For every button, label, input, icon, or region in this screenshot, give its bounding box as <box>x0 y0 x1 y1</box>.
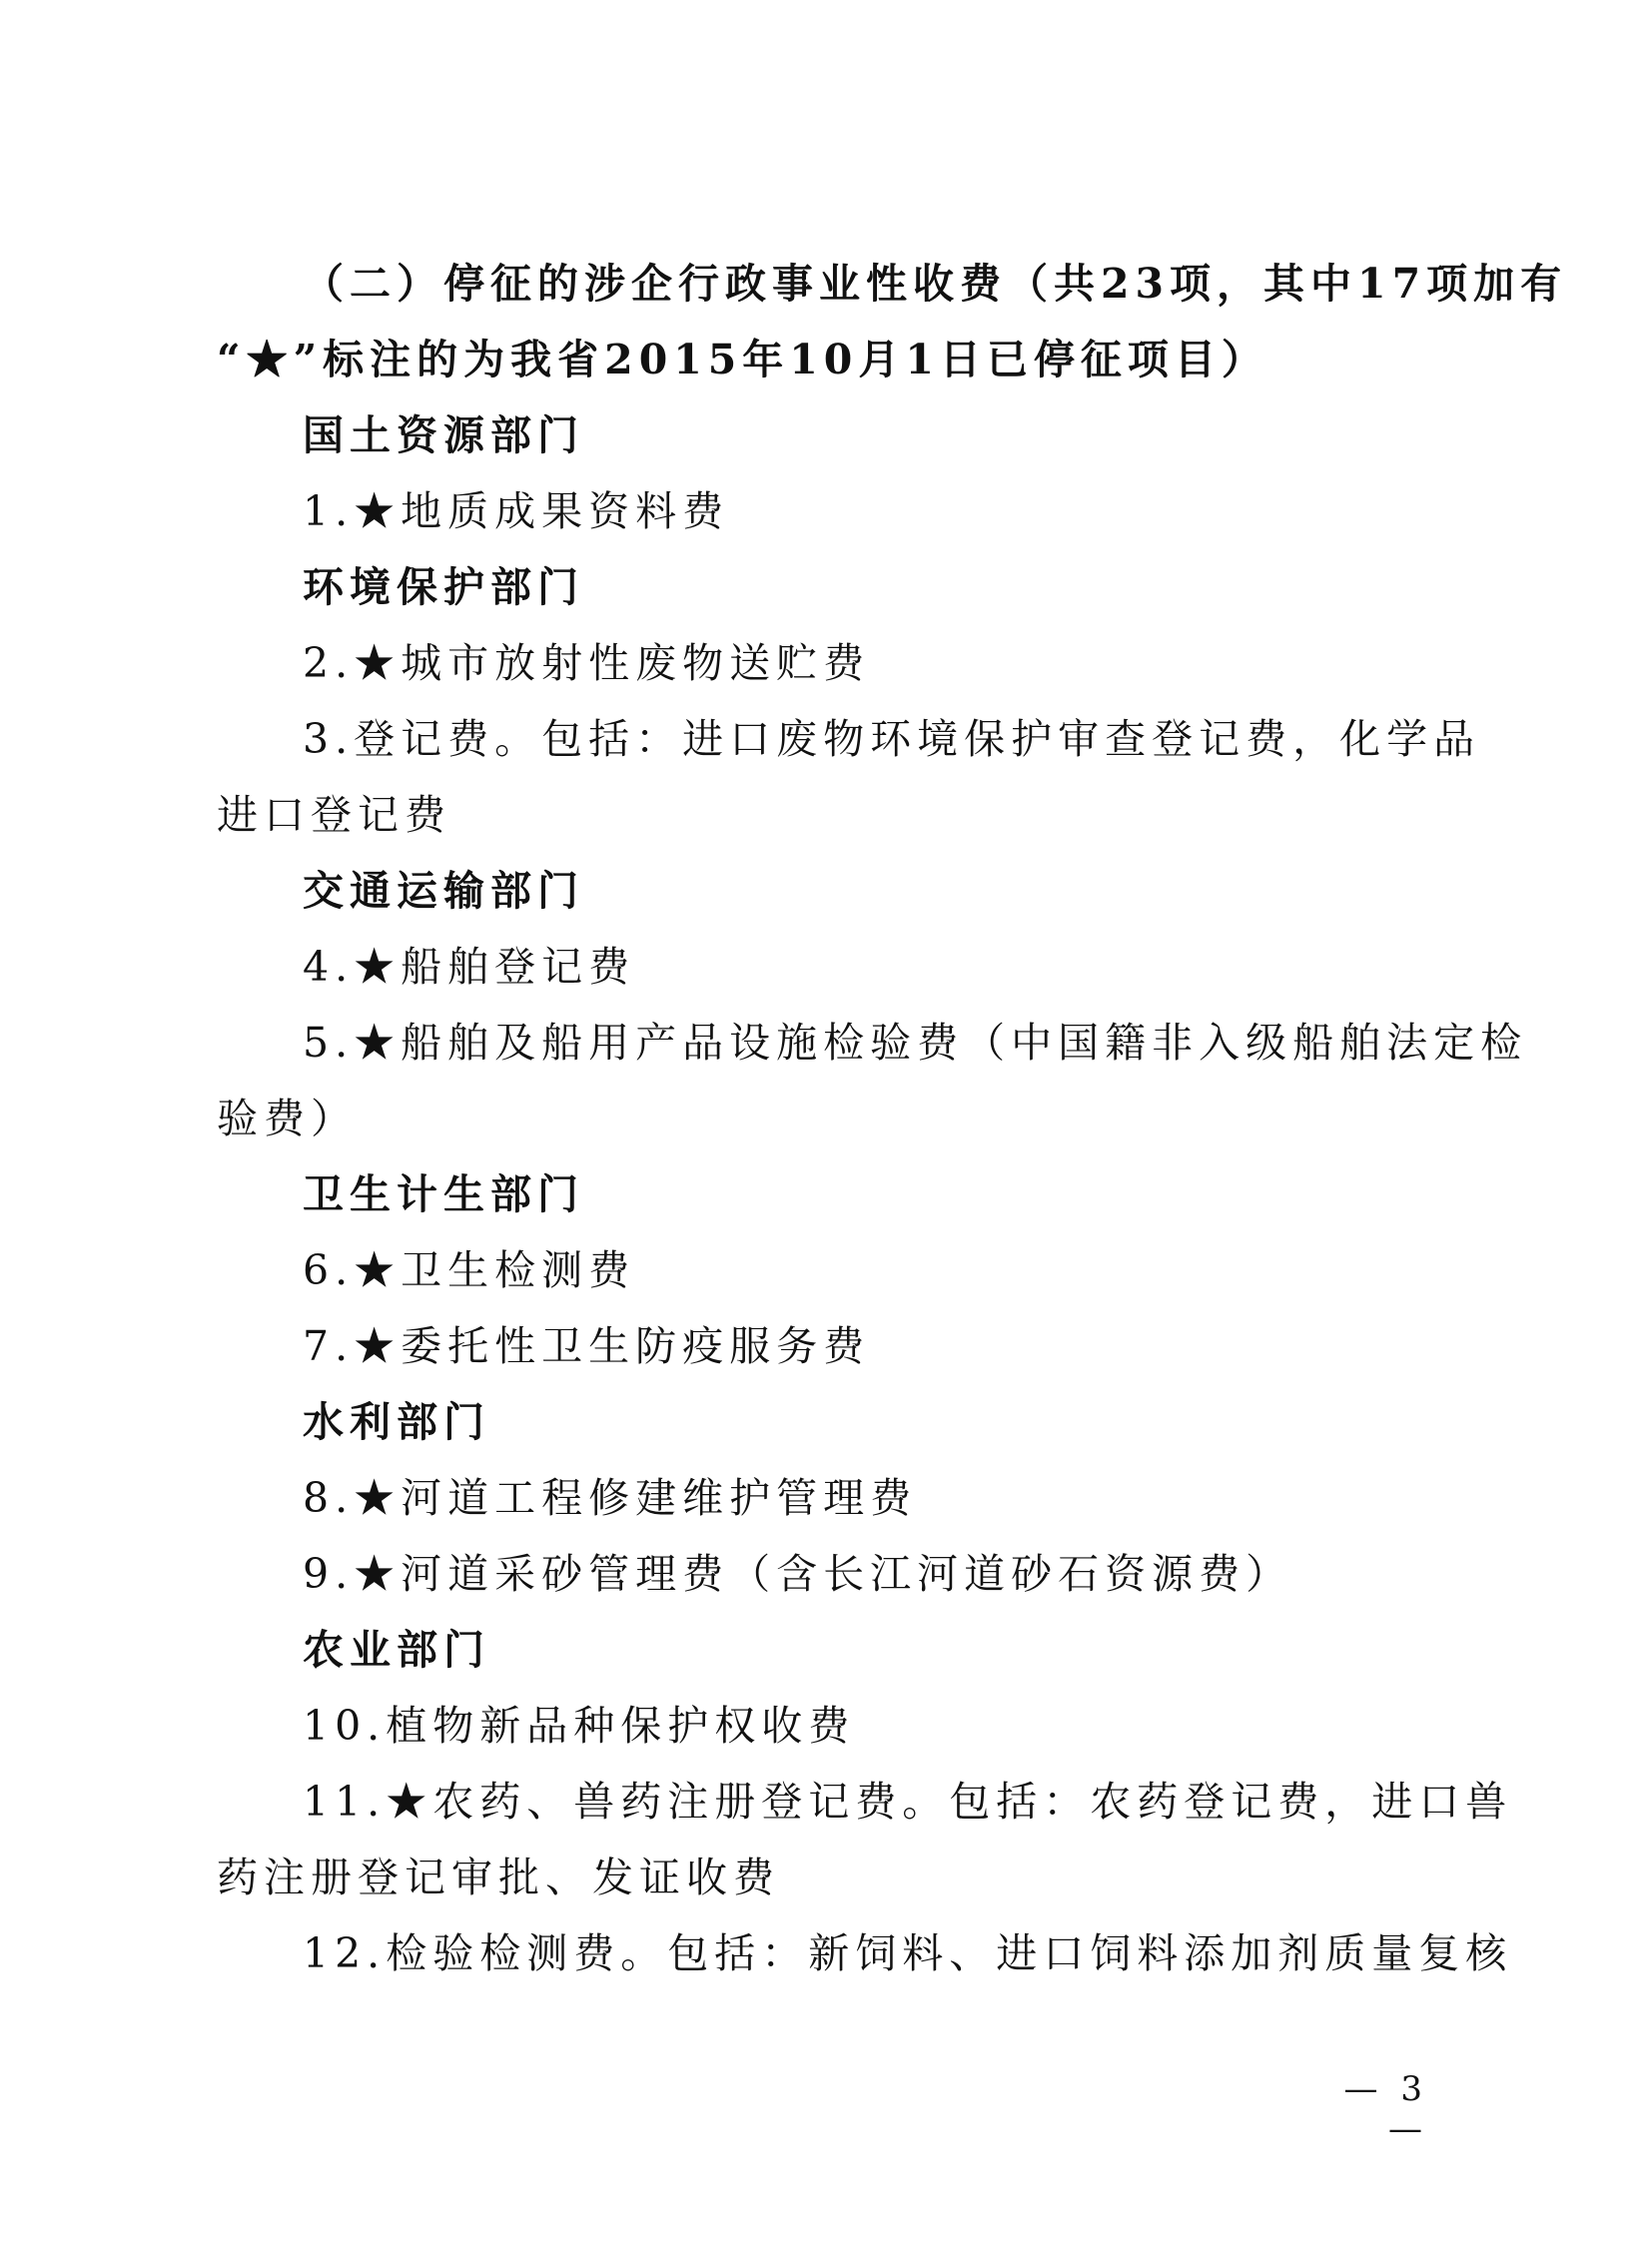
text-line: 9.★河道采砂管理费（含长江河道砂石资源费） <box>303 1550 1293 1598</box>
text-line: 验费） <box>217 1095 358 1142</box>
section-heading: 国土资源部门 <box>303 411 584 459</box>
text-line: 7.★委托性卫生防疫服务费 <box>303 1322 871 1370</box>
text-line: 8.★河道工程修建维护管理费 <box>303 1474 918 1522</box>
text-line: 2.★城市放射性废物送贮费 <box>303 639 871 687</box>
section-heading: 交通运输部门 <box>303 867 584 915</box>
document-body <box>217 246 1568 1991</box>
text-line: 1.★地质成果资料费 <box>303 487 730 535</box>
text-line: 10.植物新品种保护权收费 <box>303 1702 856 1750</box>
text-line: 6.★卫生检测费 <box>303 1246 636 1294</box>
text-line: 3.登记费。包括：进口废物环境保护审查登记费，化学品 <box>303 715 1481 763</box>
section-heading: 水利部门 <box>303 1398 490 1446</box>
text-line: 4.★船舶登记费 <box>303 943 636 991</box>
text-line: 12.检验检测费。包括：新饲料、进口饲料添加剂质量复核 <box>303 1929 1513 1977</box>
text-line: 11.★农药、兽药注册登记费。包括：农药登记费，进口兽 <box>303 1778 1513 1826</box>
section-heading: 卫生计生部门 <box>303 1170 584 1218</box>
text-line: 进口登记费 <box>217 791 451 839</box>
section-heading: 农业部门 <box>303 1626 490 1674</box>
section-heading: 环境保护部门 <box>303 563 584 611</box>
page-number: — 3 — <box>1343 2069 1428 2149</box>
text-line: 5.★船舶及船用产品设施检验费（中国籍非入级船舶法定检 <box>303 1019 1528 1067</box>
section-heading: “★”标注的为我省2015年10月1日已停征项目） <box>217 336 1268 383</box>
text-line: 药注册登记审批、发证收费 <box>217 1854 780 1901</box>
section-heading: （二）停征的涉企行政事业性收费（共23项，其中17项加有 <box>303 260 1568 308</box>
